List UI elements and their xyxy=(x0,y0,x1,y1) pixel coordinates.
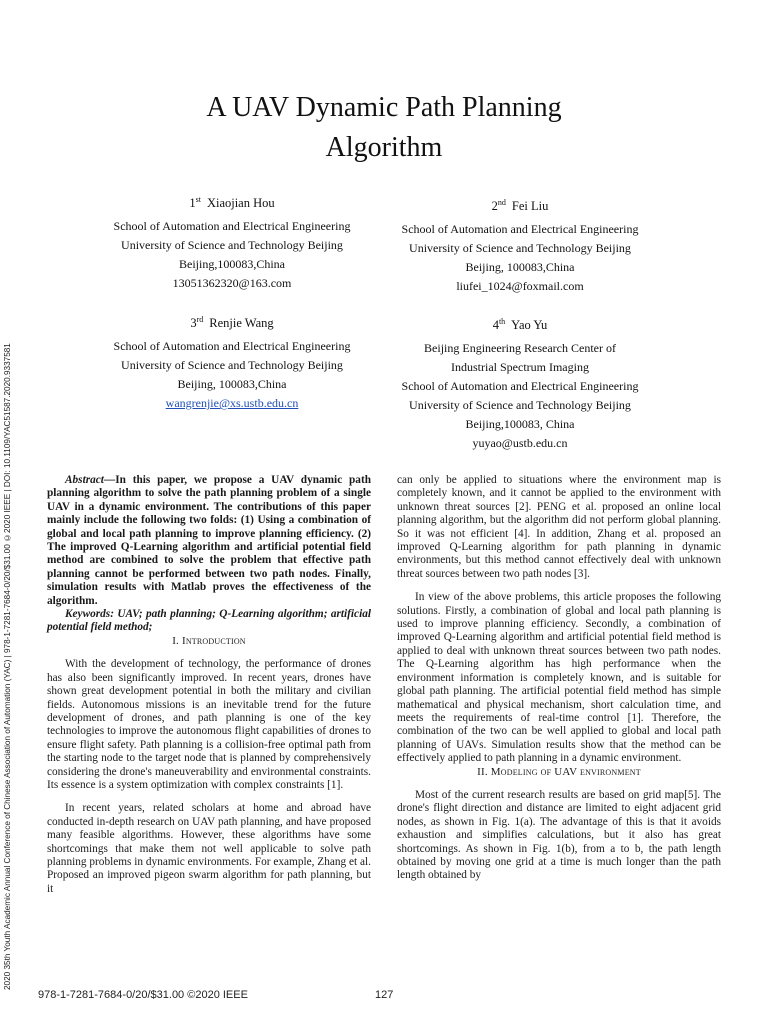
author-affiliation-line: Beijing, 100083,China xyxy=(177,377,287,392)
author-affiliation-line: University of Science and Technology Beijing xyxy=(121,238,343,253)
keywords-text: UAV; path planning; Q-Learning algorithm; artificial potential field method; xyxy=(47,608,371,634)
author-name: 4th Yao Yu xyxy=(492,317,548,333)
abstract-label: Abstract xyxy=(65,474,104,486)
right-paragraph-2: In view of the above problems, this article proposes the following solutions. Firstly, a combination of global and local path planning is used to improve planning efficiency. Secondly, a combination of improved Q-Learning algorithm and artificial potential field method is applied to deal with unknown threat sources between two path nodes. The Q-Learning algorithm has high performance when the environment information is completely known, and is suitable for global path planning. The artificial potential field method has simple mathematical and physical mechanism, short calculation time, and meets the requirements of real-time control [1]. Therefore, the combination of the two can be well applied to global and local path planning of UAVs. Simulation results show that the method can be effectively applied to path planning in a dynamic environment. xyxy=(397,591,721,765)
author-email: 13051362320@163.com xyxy=(172,276,292,291)
right-paragraph-1: can only be applied to situations where the environment map is completely known, and it cannot be applied to the environment with unknown threat sources [2]. PENG et al. proposed an online local planning algorithm, but the algorithm did not perform global planning. So it was not efficient [4]. In addition, Zhang et al. proposed an improved Q-Learning algorithm for path planning in dynamic environments, but this method cannot effectively deal with unknown threat sources between two path nodes [3]. xyxy=(397,474,721,580)
author-affiliation-line: Industrial Spectrum Imaging xyxy=(451,360,589,375)
author-affiliation-line: University of Science and Technology Beijing xyxy=(409,241,631,256)
author-affiliation-line: School of Automation and Electrical Engineering xyxy=(113,339,351,354)
title-line-2: Algorithm xyxy=(325,132,443,163)
author-affiliation-line: School of Automation and Electrical Engineering xyxy=(113,219,351,234)
author-email: yuyao@ustb.edu.cn xyxy=(472,436,568,451)
right-paragraph-3: Most of the current research results are based on grid map[5]. The drone's flight direction and distance are limited to eight adjacent grid nodes, as shown in Fig. 1(a). The advantage of this is that it avoids exhaustion and simplifies calculations, but it also has great shortcomings. As shown in Fig. 1(b), from a to b, the path length obtained by moving one grid at a time is much longer than the path length obtained by xyxy=(397,788,721,882)
left-column xyxy=(47,474,371,896)
author-block-1 xyxy=(92,190,372,293)
author-name: 2nd Fei Liu xyxy=(491,198,549,214)
abstract-text: —In this paper, we propose a UAV dynamic path planning algorithm to solve the path planning problem of a single UAV in a dynamic environment. The contributions of this paper mainly include the following two folds: (1) Using a combination of global and local path planning to improve planning efficiency. (2) The improved Q-Learning algorithm and artificial potential field method are combined to solve the problem that effective path planning cannot be performed between two path nodes. Finally, simulation results with Matlab proves the effectiveness of the algorithm. xyxy=(47,474,371,607)
author-block-3 xyxy=(92,310,372,413)
author-name: 1st Xiaojian Hou xyxy=(189,195,275,211)
author-affiliation-line: Beijing, 100083,China xyxy=(465,260,575,275)
author-affiliation-line: School of Automation and Electrical Engineering xyxy=(401,222,639,237)
paper-title xyxy=(100,88,668,168)
author-email: liufei_1024@foxmail.com xyxy=(456,279,584,294)
author-block-2 xyxy=(380,193,660,296)
footer-copyright: 978-1-7281-7684-0/20/$31.00 ©2020 IEEE xyxy=(38,989,248,1001)
intro-paragraph-1: With the development of technology, the performance of drones has also been significantly improved. In recent years, drones have shown great development potential in both the military and civilian fields. Autonomous missions is an inevitable trend for the future development of drones, and path planning is one of the key technologies to improve the autonomous flight capabilities of drones to ensure flight safety. Path planning is a collision-free optimal path from the starting node to the target node that is planned by comprehensively considering the drone's maneuverability and environmental constraints. Its essence is a system optimization with complex constraints [1]. xyxy=(47,658,371,791)
author-affiliation-line: University of Science and Technology Beijing xyxy=(409,398,631,413)
author-affiliation-line: University of Science and Technology Beijing xyxy=(121,358,343,373)
keywords-label: Keywords: xyxy=(65,608,114,621)
author-affiliation-line: School of Automation and Electrical Engineering xyxy=(401,379,639,394)
side-margin-citation: 2020 35th Youth Academic Annual Conference of Chinese Association of Automation (YAC) | 978-1-7281-7684-0/20/$31.00 ©2020 IEEE | DOI: 10.1109/YAC51587.2020.9337581 xyxy=(3,343,12,990)
keywords xyxy=(47,608,371,635)
section-heading-modeling: II. Modeling of UAV environment xyxy=(477,765,641,778)
title-line-1: A UAV Dynamic Path Planning xyxy=(206,92,562,123)
abstract xyxy=(47,474,371,608)
author-email-link[interactable]: wangrenjie@xs.ustb.edu.cn xyxy=(165,396,299,411)
section-heading-introduction: I. Introduction xyxy=(172,634,246,647)
intro-paragraph-2: In recent years, related scholars at home and abroad have conducted in-depth research on UAV path planning, and have proposed many feasible algorithms. However, these algorithms have some shortcomings that make them not well applicable to solve path planning problems in dynamic environments. For example, Zhang et al. Proposed an improved pigeon swarm algorithm for path planning, but it xyxy=(47,802,371,895)
right-column xyxy=(397,474,721,883)
author-affiliation-line: Beijing,100083, China xyxy=(465,417,575,432)
author-affiliation-line: Beijing Engineering Research Center of xyxy=(424,341,616,356)
author-affiliation-line: Beijing,100083,China xyxy=(179,257,285,272)
page-number: 127 xyxy=(375,989,394,1001)
author-name: 3rd Renjie Wang xyxy=(190,315,274,331)
author-block-4 xyxy=(380,312,660,453)
